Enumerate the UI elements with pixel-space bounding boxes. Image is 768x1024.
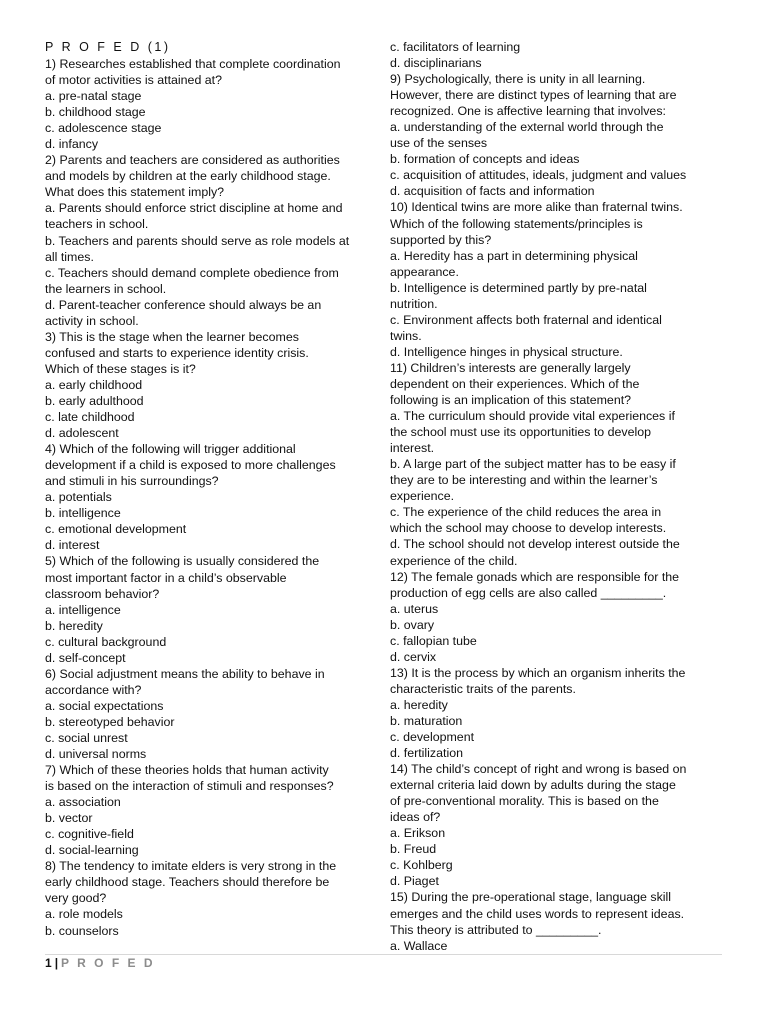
text-line: a. potentials [45,490,112,505]
text-line: c. development [390,730,475,745]
text-line: c. emotional development [45,522,187,537]
text-line: d. universal norms [45,747,147,762]
text-line: dependent on their experiences. Which of the [390,376,640,391]
text-line: What does this statement imply? [45,185,225,200]
text-line: emerges and the child uses words to represent ideas. [390,906,685,921]
text-line: b. Teachers and parents should serve as role models at [45,233,350,248]
text-line: teachers in school. [45,217,149,232]
text-line: supported by this? [390,232,492,247]
text-line: d. acquisition of facts and information [390,184,595,199]
text-line: c. acquisition of attitudes, ideals, judgment and values [390,168,687,183]
text-line: 13) It is the process by which an organism inherits the [390,665,686,680]
text-line: c. adolescence stage [45,121,162,136]
text-line: a. association [45,795,121,810]
text-line: a. early childhood [45,377,143,392]
text-line: recognized. One is affective learning that involves: [390,104,666,119]
text-line: b. childhood stage [45,105,146,120]
text-line: the learners in school. [45,281,167,296]
text-line: c. fallopian tube [390,633,477,648]
left-text-column [45,56,379,939]
text-line: a. intelligence [45,602,121,617]
text-line: Which of the following statements/principles is [390,216,643,231]
text-line: of motor activities is attained at? [45,73,222,88]
text-line: b. Freud [390,842,437,857]
text-line: c. Teachers should demand complete obedience from [45,265,339,280]
text-line: d. disciplinarians [390,56,482,71]
text-line: d. adolescent [45,426,119,441]
text-line: 6) Social adjustment means the ability to behave in [45,666,325,681]
right-text-column [390,39,724,954]
text-line: appearance. [390,264,459,279]
text-line: 9) Psychologically, there is unity in all learning. [390,72,646,87]
text-line: c. Environment affects both fraternal and identical [390,312,662,327]
text-line: the school must use its opportunities to develop [390,425,652,440]
text-line: d. fertilization [390,746,464,761]
text-line: following is an implication of this statement? [390,393,632,408]
text-line: a. role models [45,907,123,922]
text-line: 12) The female gonads which are responsible for the [390,569,680,584]
text-line: which the school may choose to develop interests. [390,521,667,536]
text-line: they are to be interesting and within the learner’s [390,473,658,488]
text-line: d. interest [45,538,100,553]
page-footer [45,955,155,971]
text-line: b. counselors [45,923,119,938]
footer-separator: | [54,956,59,970]
text-line: b. early adulthood [45,393,144,408]
text-line: b. stereotyped behavior [45,714,175,729]
text-line: 5) Which of the following is usually considered the [45,554,320,569]
text-line: 10) Identical twins are more alike than fraternal twins. [390,200,683,215]
text-line: c. social unrest [45,730,128,745]
text-line: a. social expectations [45,698,164,713]
text-line: b. ovary [390,617,435,632]
text-line: is based on the interaction of stimuli and responses? [45,779,334,794]
text-line: early childhood stage. Teachers should therefore be [45,875,330,890]
text-line: development if a child is exposed to more challenges [45,458,336,473]
text-line: characteristic traits of the parents. [390,681,576,696]
text-line: 2) Parents and teachers are considered as authorities [45,153,340,168]
text-line: c. late childhood [45,410,135,425]
text-line: b. heredity [45,618,103,633]
text-line: a. Erikson [390,826,446,841]
text-line: very good? [45,891,107,906]
text-line: d. Parent-teacher conference should always be an [45,297,322,312]
text-line: and stimuli in his surroundings? [45,474,219,489]
text-line: a. Wallace [390,938,448,953]
text-line: a. heredity [390,697,448,712]
text-line: nutrition. [390,296,438,311]
text-line: d. Intelligence hinges in physical structure. [390,344,623,359]
text-line: experience. [390,489,455,504]
text-line: 1) Researches established that complete coordination [45,57,341,71]
text-line: confused and starts to experience identity crisis. [45,345,309,360]
text-line: d. Piaget [390,874,439,889]
page-number: 1 [45,956,52,970]
text-line: a. Parents should enforce strict discipline at home and [45,201,343,216]
text-line: b. Intelligence is determined partly by pre-natal [390,280,647,295]
text-line: a. The curriculum should provide vital experiences if [390,409,675,424]
text-line: b. formation of concepts and ideas [390,152,580,167]
text-line: experience of the child. [390,553,518,568]
text-line: and models by children at the early childhood stage. [45,169,331,184]
text-line: most important factor in a child’s observable [45,570,287,585]
text-line: activity in school. [45,313,139,328]
text-line: 8) The tendency to imitate elders is very strong in the [45,859,337,874]
text-line: 4) Which of the following will trigger additional [45,442,296,457]
text-line: 11) Children’s interests are generally largely [390,360,631,375]
text-line: c. Kohlberg [390,858,453,873]
text-line: b. intelligence [45,506,121,521]
text-line: b. A large part of the subject matter has to be easy if [390,457,676,472]
text-line: external criteria laid down by adults during the stage [390,778,676,793]
text-line: a. Heredity has a part in determining physical [390,248,638,263]
text-line: c. cultural background [45,634,167,649]
page-title: P R O F E D (1) [45,40,171,54]
text-line: a. pre-natal stage [45,89,142,104]
text-line: 7) Which of these theories holds that human activity [45,763,329,778]
text-line: d. The school should not develop interest outside the [390,537,680,552]
text-line: d. infancy [45,137,99,152]
text-line: This theory is attributed to _________. [390,922,602,937]
text-line: ideas of? [390,810,441,825]
text-line: twins. [390,328,422,343]
text-line: 3) This is the stage when the learner becomes [45,329,299,344]
text-line: b. vector [45,811,93,826]
text-line: interest. [390,441,435,456]
text-line: b. maturation [390,713,463,728]
text-line: of pre-conventional morality. This is based on the [390,794,659,809]
text-line: d. self-concept [45,650,126,665]
text-line: accordance with? [45,682,142,697]
footer-label: P R O F E D [61,956,156,970]
text-line: classroom behavior? [45,586,160,601]
text-line: a. understanding of the external world through the [390,120,664,135]
text-line: c. The experience of the child reduces the area in [390,505,662,520]
text-line: However, there are distinct types of learning that are [390,88,677,103]
text-line: c. cognitive-field [45,827,134,842]
text-line: use of the senses [390,136,488,151]
text-line: Which of these stages is it? [45,361,196,376]
text-line: c. facilitators of learning [390,40,521,54]
text-line: production of egg cells are also called _________. [390,585,667,600]
text-line: all times. [45,249,94,264]
text-line: d. cervix [390,649,437,664]
text-line: 14) The child’s concept of right and wrong is based on [390,762,687,777]
text-line: a. uterus [390,601,439,616]
text-line: 15) During the pre-operational stage, language skill [390,890,672,905]
text-line: d. social-learning [45,843,139,858]
